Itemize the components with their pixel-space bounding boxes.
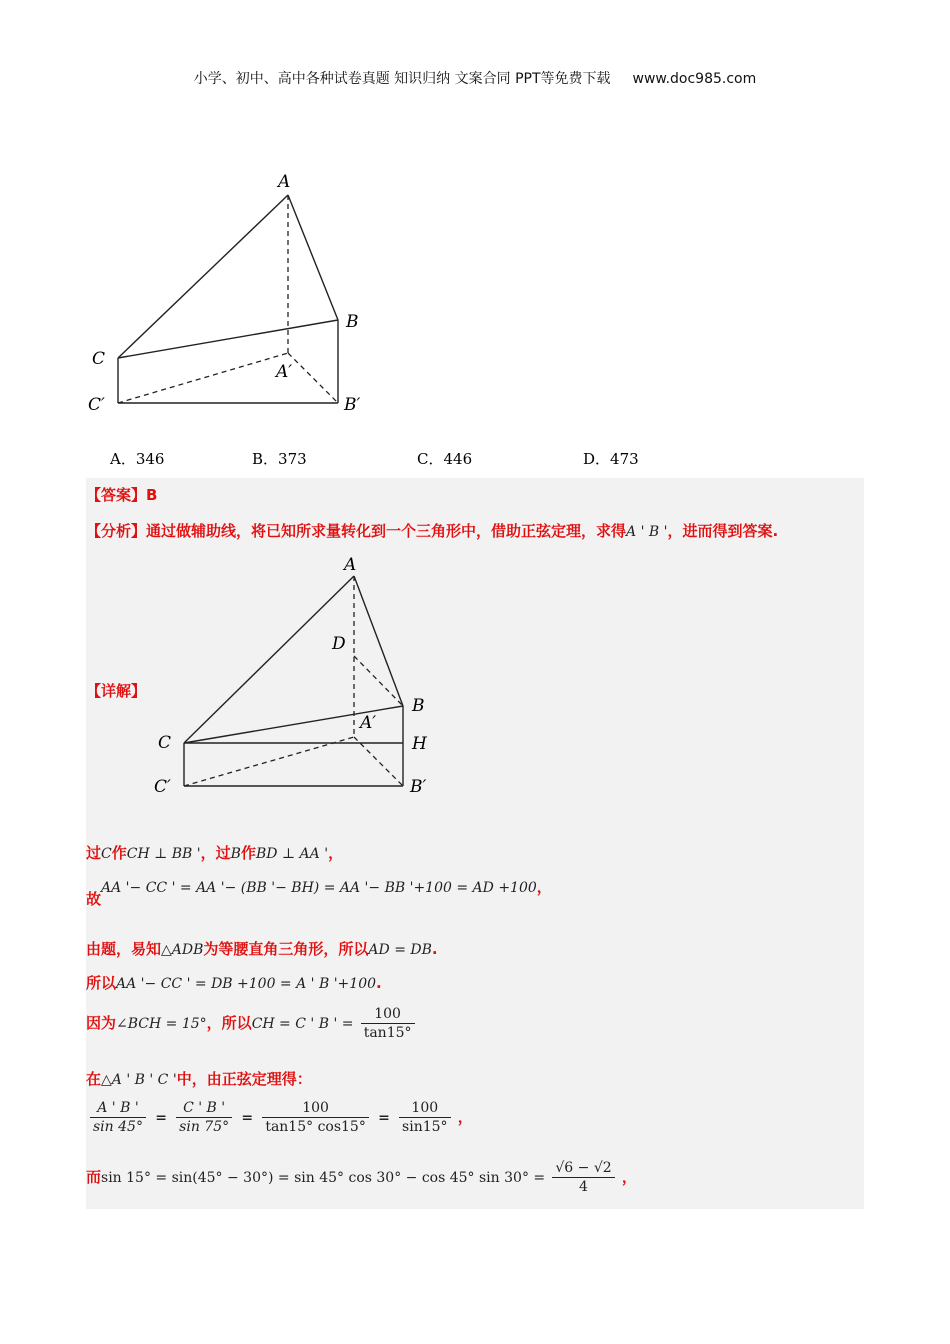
aux-label-A-prime: A′ xyxy=(360,713,377,733)
page-header xyxy=(0,68,950,88)
label-C-prime: C′ xyxy=(88,395,105,415)
step-8: 而sin 15° = sin(45° − 30°) = sin 45° cos 30° − cos 45° sin 30° = $\frac{√6 - √2}{4}$ ， xyxy=(86,1160,637,1195)
aux-edge-AB-hidden xyxy=(354,737,403,786)
step-6: 在△A ' B ' C '中，由正弦定理得： xyxy=(86,1070,312,1088)
option-a[interactable]: A．346 xyxy=(110,450,165,468)
step-1: 过C作CH ⊥ BB '，过B作BD ⊥ AA '， xyxy=(86,844,344,862)
aux-edge-DB xyxy=(354,656,403,706)
aux-edge-CA-hidden xyxy=(184,737,354,786)
aux-label-C-prime: C′ xyxy=(154,777,171,796)
auxiliary-figure xyxy=(152,556,442,796)
aux-label-C: C xyxy=(158,733,172,753)
step-4: 所以AA '− CC ' = DB +100 = A ' B '+100. xyxy=(86,974,382,992)
aux-label-B-prime: B′ xyxy=(410,777,427,796)
fraction-100-tan15: $\frac{100}{\tan 15^\circ}$ xyxy=(361,1006,415,1041)
step-3: 由题，易知△ADB为等腰直角三角形，所以AD = DB. xyxy=(86,940,438,958)
edge-CA-hidden xyxy=(118,353,288,403)
edge-AB-hidden xyxy=(288,353,338,403)
step-5: 因为∠BCH = 15°，所以CH = C ' B ' = $\frac{100}{\tan 15^\circ}$ xyxy=(86,1006,417,1041)
label-B-prime: B′ xyxy=(344,395,361,415)
label-C: C xyxy=(92,349,106,369)
detail-label: 【详解】 xyxy=(86,682,147,700)
step-7-sine-law: $\frac{A ' B '}{\sin 45^\circ}$ = $\frac{C ' B '}{\sin 75^\circ}$ = $\frac{100}{\tan 15^\circ \cos 15^\circ}$ = $\frac{100}{\sin 15^\circ}$ ， xyxy=(88,1100,473,1135)
option-d[interactable]: D．473 xyxy=(583,450,639,468)
aux-label-H: H xyxy=(412,734,427,754)
label-B: B xyxy=(346,312,359,332)
solution-panel xyxy=(86,478,864,1209)
option-c[interactable]: C．446 xyxy=(417,450,473,468)
label-A: A xyxy=(278,172,291,192)
analysis-label: 【分析】 xyxy=(86,522,147,540)
answer-label: 【答案】 xyxy=(86,486,147,504)
aux-label-A: A xyxy=(344,556,357,575)
header-text: 小学、初中、高中各种试卷真题 知识归纳 文案合同 PPT等免费下载 xyxy=(193,71,611,87)
header-site: www.doc985.com xyxy=(632,71,757,87)
prism-figure xyxy=(80,165,380,420)
answer-line xyxy=(86,484,157,505)
edge-AB xyxy=(288,195,338,320)
answer-value: B xyxy=(146,486,158,504)
fraction-sqrt: $\frac{√6 - √2}{4}$ xyxy=(552,1160,614,1195)
aux-edge-AB xyxy=(354,576,403,706)
step-2: 故AA '− CC ' = AA '− (BB '− BH) = AA '− BB '+100 = AD +100， xyxy=(86,878,552,908)
analysis-line: 【分析】通过做辅助线，将已知所求量转化到一个三角形中，借助正弦定理，求得A ' B '，进而得到答案. xyxy=(86,522,779,540)
option-b[interactable]: B．373 xyxy=(252,450,307,468)
aux-label-D: D xyxy=(332,634,346,654)
aux-label-B: B xyxy=(412,696,425,716)
label-A-prime: A′ xyxy=(276,362,293,382)
